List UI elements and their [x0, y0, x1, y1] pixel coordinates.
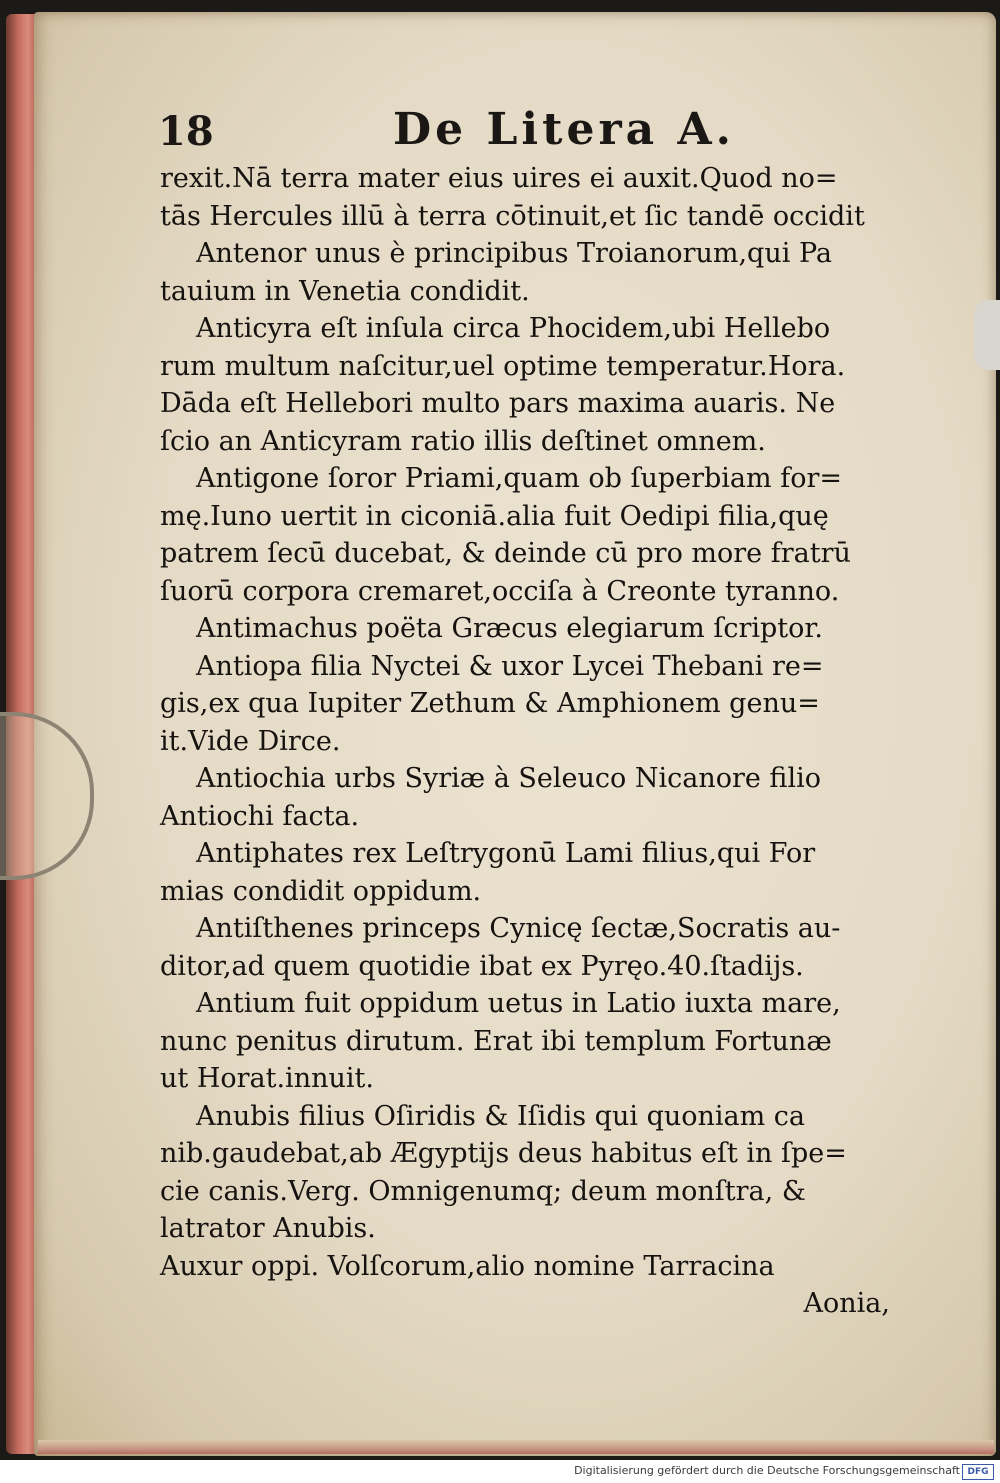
text-line: Anticyra eſt inſula circa Phocidem,ubi Hellebo [196, 313, 831, 344]
text-line: ſcio an Anticyram ratio illis deſtinet omnem. [160, 425, 766, 457]
text-line: mę.Iuno uertit in ciconiā.alia fuit Oedipi filia,quę [160, 500, 829, 532]
text-line: tās Hercules illū à terra cōtinuit,et ſic tandē occidit [160, 200, 865, 232]
text-line: Antiochia urbs Syriæ à Seleuco Nicanore filio [196, 763, 821, 794]
text-line: rexit.Nā terra mater eius uires ei auxit.Quod no= [160, 163, 838, 194]
text-line: Antenor unus è principibus Troianorum,qui Pa [196, 238, 832, 269]
page-bottom-edge [38, 1440, 994, 1454]
text-line: latrator Anubis. [160, 1213, 376, 1244]
text-line: it.Vide Dirce. [160, 725, 341, 757]
text-line: Antimachus poëta Græcus elegiarum ſcriptor. [196, 613, 823, 644]
text-line: cie canis.Verg. Omnigenumq; deum monſtra, & [160, 1175, 806, 1207]
text-line: nib.gaudebat,ab Ægyptijs deus habitus eſt in ſpe= [160, 1138, 847, 1169]
text-line: Antium fuit oppidum uetus in Latio iuxta mare, [196, 988, 841, 1019]
text-line: Antigone ſoror Priami,quam ob ſuperbiam for= [196, 463, 842, 494]
text-line: gis,ex qua Iupiter Zethum & Amphionem genu= [160, 688, 820, 719]
text-line: Antiopa filia Nyctei & uxor Lycei Thebani re= [196, 650, 824, 682]
thumb-shadow [974, 300, 1000, 370]
footer-credit: Digitalisierung gefördert durch die Deutsche Forschungsgemeinschaft [574, 1464, 960, 1477]
text-line: nunc penitus dirutum. Erat ibi templum Fortunæ [160, 1025, 832, 1057]
text-line: rum multum naſcitur,uel optime temperatur.Hora. [160, 350, 846, 382]
dfg-logo: DFG [962, 1464, 994, 1480]
text-line: mias condidit oppidum. [160, 875, 482, 907]
catchword: Aonia, [803, 1288, 890, 1319]
text-line: Anubis filius Oſiridis & Iſidis qui quoniam ca [196, 1100, 806, 1132]
page-header [158, 100, 898, 160]
text-block [160, 160, 900, 1323]
text-line: Antiphates rex Leſtrygonū Lami filius,qui For [196, 838, 816, 869]
text-line: patrem ſecū ducebat, & deinde cū pro more fratrū [160, 538, 851, 569]
text-line: Antiſthenes princeps Cynicę ſectæ,Socratis au- [196, 913, 841, 944]
text-line: Antiochi facta. [160, 800, 360, 832]
text-line: ſuorū corpora cremaret,occiſa à Creonte tyranno. [160, 575, 840, 607]
running-head: De Litera A. [393, 104, 735, 155]
digitization-footer [0, 1460, 1000, 1483]
text-line: Auxur oppi. Volſcorum,alio nomine Tarracina [160, 1250, 775, 1282]
text-line: tauium in Venetia condidit. [160, 275, 530, 307]
text-line: ut Horat.innuit. [160, 1063, 374, 1094]
page-number: 18 [158, 108, 214, 155]
text-line: ditor,ad quem quotidie ibat ex Pyręo.40.ſtadijs. [160, 950, 804, 982]
text-line: Dāda eſt Hellebori multo pars maxima auaris. Ne [160, 388, 836, 419]
